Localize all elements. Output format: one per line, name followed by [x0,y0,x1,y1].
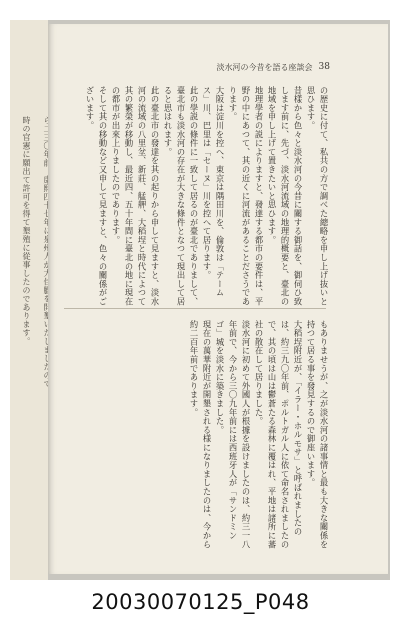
section-divider [64,308,326,309]
paragraph: 昔樣から色々と淡水河の今昔に關する御話を、御伺ひ致します前に、先づ、淡水河流域の地理的概要と、臺北の地域を申し上げて置きたいと思ひます。 [267,86,303,306]
paragraph: 此の臺北市の發達を其の起りから申して見ますと、淡水河の流域の八里坌、新莊、艋舺、大稻埕と時代によつて其の繁榮が移動し、最近四、五十年間に臺北の地に現在の都市が出來上りましたのであります。 [111,86,160,306]
paragraph: 地理學者の説によりますと、發達する都市の要件は、平野の中にあつて、其の近くに河流があることださうであります。 [228,86,264,306]
page-number: 38 [318,62,330,72]
left-page [10,20,48,580]
paragraph: 淡水河に初めて外國人が根據を設けましたのは、約三一八年前で、今から三〇九年前には西班牙人が「サンドミンゴ」城を淡水に築きました。 [215,320,251,549]
paragraph: 大阪は淀川を控へ、東京は隅田川を、倫敦は「テームス」川、巴里は「セーヌ」川を控へて居ります。 [202,86,225,298]
bottom-text-section [60,320,330,550]
paragraph: の歴史に付て、私共の方で調べた總略を申し上げ抜いと思ひます。 [306,86,329,306]
catalog-id: 20030070125_P048 [91,590,310,614]
paragraph: 現在の萬華附近が開墾される様になりましたのは、今から約二百年前であります。 [189,320,212,549]
paragraph: もありませうが、之が淡水河の諸事情と最も大きな關係を持つて居る事を發見するので御座います。 [306,320,329,549]
paragraph: そして其の移動など又申して見ますと、色々の關係がございます。 [85,86,108,306]
paragraph: 此の學説の條件に一致して居るのが臺北でありまして、臺北市も淡水河の存在が大きな條件となつて現出して居ると思はれます。 [163,86,199,306]
running-header [200,60,330,74]
top-text-section [60,86,330,306]
header-title: 淡水河の今昔を語る座談会 [216,62,313,72]
paragraph: 大稻埕附近が、「イラー・ホルモサ」と呼ばれましたのは、約三九〇年前、ポルトガル人に依て命名されましたので、其の頃は山は鬱蒼たる森林に覆はれ、平地は諸所に蕃社の散在して居りました。 [254,320,303,549]
left-page-line: 時の官憲に願出て許可を得て墾殖に從事したのであります。 [22,116,31,346]
